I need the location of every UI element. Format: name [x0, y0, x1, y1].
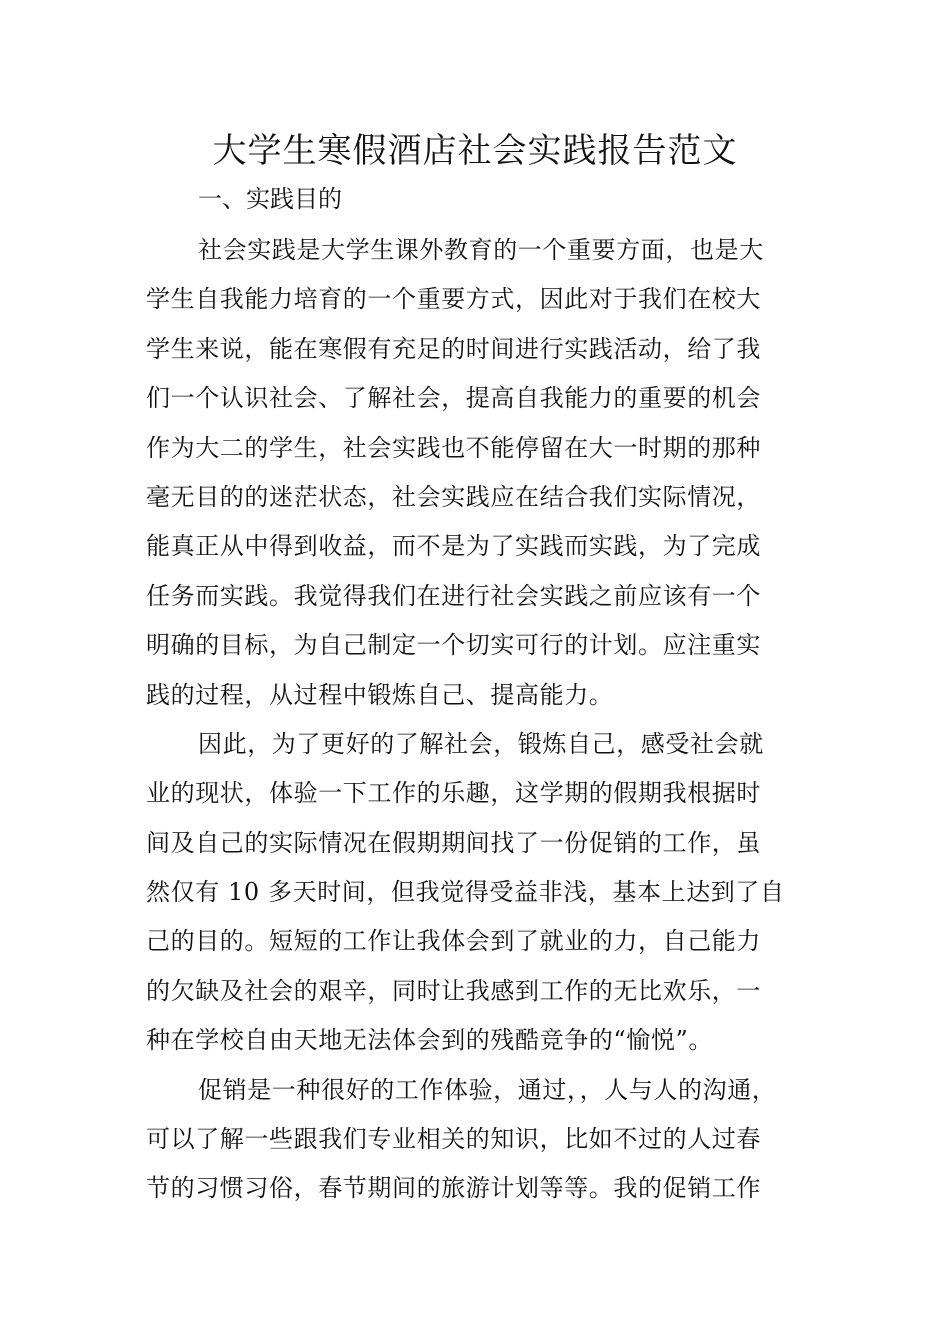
paragraph-line: 己的目的。短短的工作让我体会到了就业的力，自己能力	[146, 927, 761, 956]
document-title: 大学生寒假酒店社会实践报告范文	[212, 131, 738, 171]
paragraph-line: 们一个认识社会、了解社会，提高自我能力的重要的机会	[146, 384, 761, 413]
paragraph-line: 业的现状，体验一下工作的乐趣，这学期的假期我根据时	[146, 779, 761, 808]
paragraph-line: 促销是一种很好的工作体验，通过，，人与人的沟通，	[198, 1075, 777, 1104]
paragraph-line: 节的习惯习俗，春节期间的旅游计划等等。我的促销工作	[146, 1174, 761, 1203]
paragraph-line: 明确的目标，为自己制定一个切实可行的计划。应注重实	[146, 631, 761, 660]
paragraph-line: 种在学校自由天地无法体会到的残酷竞争的“愉悦”。	[146, 1026, 713, 1055]
paragraph-line: 能真正从中得到收益，而不是为了实践而实践，为了完成	[146, 532, 761, 561]
paragraph-line: 的欠缺及社会的艰辛，同时让我感到工作的无比欢乐，一	[146, 976, 761, 1005]
body-text	[146, 226, 836, 1214]
paragraph-line: 践的过程，从过程中锻炼自己、提高能力。	[146, 680, 614, 709]
paragraph-line: 毫无目的的迷茫状态，社会实践应在结合我们实际情况，	[146, 482, 761, 511]
paragraph-line: 学生来说，能在寒假有充足的时间进行实践活动，给了我	[146, 334, 761, 363]
paragraph-line: 因此，为了更好的了解社会，锻炼自己，感受社会就	[198, 729, 764, 758]
paragraph-line: 间及自己的实际情况在假期期间找了一份促销的工作，虽	[146, 828, 761, 857]
section-heading: 一、实践目的	[198, 185, 342, 213]
paragraph-line: 社会实践是大学生课外教育的一个重要方面，也是大	[198, 236, 764, 264]
paragraph-line: 学生自我能力培育的一个重要方式，因此对于我们在校大	[146, 285, 761, 314]
paragraph-line: 可以了解一些跟我们专业相关的知识，比如不过的人过春	[146, 1125, 761, 1154]
paragraph-line: 任务而实践。我觉得我们在进行社会实践之前应该有一个	[146, 581, 761, 610]
paragraph-line: 然仅有 10 多天时间，但我觉得受益非浅，基本上达到了自	[146, 878, 785, 907]
paragraph-line: 作为大二的学生，社会实践也不能停留在大一时期的那种	[146, 433, 761, 462]
